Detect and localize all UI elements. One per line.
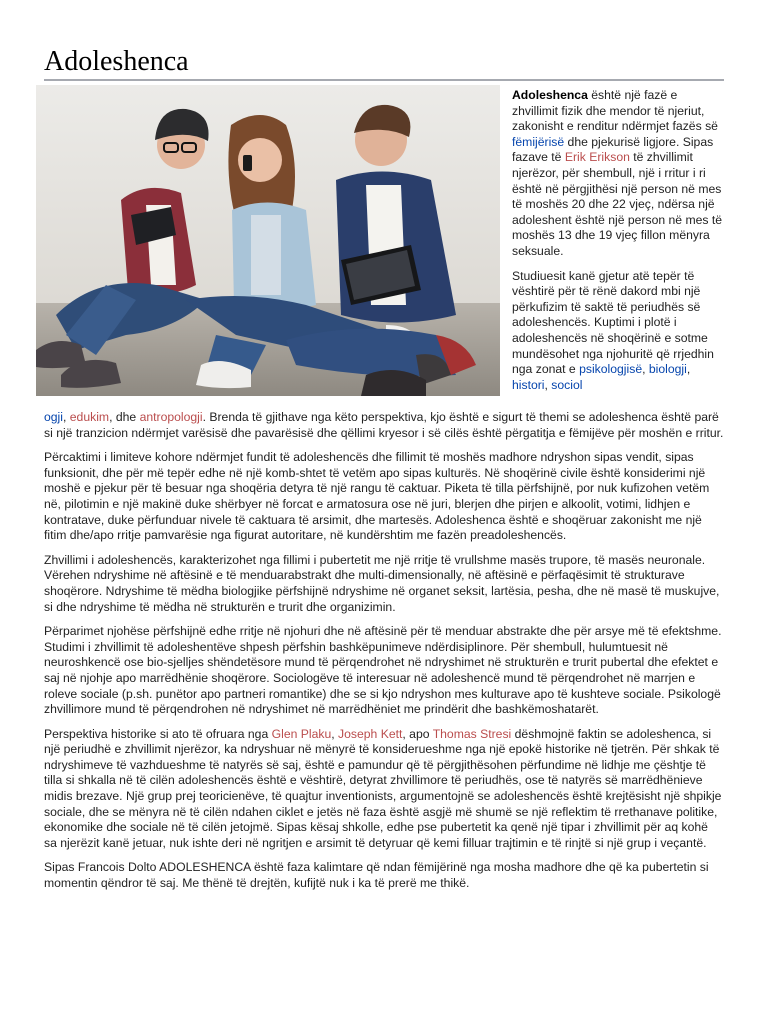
studies-paragraph-start [512, 269, 724, 394]
link-thomas-stresi[interactable]: Thomas Stresi [432, 726, 512, 741]
dolto-paragraph: Sipas Francois Dolto ADOLESHENCA është faza kalimtare që ndan fëmijërinë nga mosha madhore dhe që ka pubertetin si momentin qëndror të saj. Me thënë të drejtën, kufijtë nuk i ka të prerë me thikë. [44, 860, 709, 891]
link-psikologjise[interactable]: psikologjisë [579, 362, 643, 377]
link-glen-plaku[interactable]: Glen Plaku [271, 726, 332, 741]
p2-sep-1: , [642, 362, 649, 377]
p2-sep-3: , [544, 377, 552, 392]
page-title: Adoleshenca [44, 46, 189, 77]
link-edukim[interactable]: edukim [69, 410, 110, 424]
development-paragraph: Zhvillimi i adoleshencës, karakterizohet nga fillimi i pubertetit me një rritje të vrullshme masës trupore, të masës neuronale. Vërehen ndryshime në aftësinë e të menduarabstrakt dhe multi-dimensionally, në aftësinë e përfaqësimit të strukturave shoqërore. Ndryshime të mëdha biologjike përfshijnë ndryshime në organet seksit, lartësia, pesha, dhe në masë të muskujve, si dhe ndryshime të mëdha në strukturën e trurit dhe organizimin. [44, 552, 720, 614]
p6-sep-1: , [331, 726, 339, 741]
p2-sep-5: , dhe [109, 410, 140, 424]
link-sociologji-part-1[interactable]: sociol [551, 377, 583, 392]
intro-text-2: dhe pjekurisë ligjore. Sipas fazave të [512, 134, 714, 165]
link-femijerise[interactable]: fëmijërisë [512, 134, 565, 149]
p2-text-2: . Brenda të gjithave nga këto perspektiva, kjo është e sigurt të themi se adoleshenca është parë si një tranzicion ndërmjet varësisë dhe pavarësisë dhe qëllimi kryesor i së cilës është përgatitja e fëmijëve për moshën e rritur. [44, 410, 724, 440]
link-sociologji-part-2[interactable]: ogji [44, 410, 63, 424]
p2-sep-4: , [62, 410, 70, 424]
historical-paragraph [44, 727, 724, 852]
p6-text-2: dëshmojnë faktin se adoleshenca, si një periudhë e zhvillimit njerëzor, ka ndryshuar në mënyrë të konsiderueshme nga një epokë historike në tjetrën. Për shkak të ndryshimeve të vazhdueshme të natyrës së saj, është e pamundur që të përgjithësohen përfundime në lidhje me çështje të tilla si shkalla në të cilën adoleshencës është e vështirë, detyrat zhvillimore të periudhës, ose të natyrës së marrëdhënieve midis brezave. Një grup prej teoricienëve, të quajtur inventionists, argumentojnë se adoleshencës është krejtësisht një shpikje sociale, dhe se mënyra në të cilën ndahen ciklet e jetës në faza është asgjë më shumë se një reflektim të rrethanave politike, ekonomike dhe sociale në të cilën jetojmë. Sipas kësaj shkolle, edhe pse pubertetit ka qenë një tipar i zhvillimit për aq kohë sa njerëzit kanë jetuar, nuk ishte deri në ngritjen e arsimit të detyruar që kemi filluar trajtimin e të rinjtë si një grup i veçantë. [44, 726, 722, 850]
link-joseph-kett[interactable]: Joseph Kett [338, 726, 403, 741]
p6-text-1: Perspektiva historike si ato të ofruara nga [44, 726, 272, 741]
link-antropologji[interactable]: antropologji [139, 410, 203, 424]
link-histori[interactable]: histori [512, 377, 545, 392]
link-erik-erikson[interactable]: Erik Erikson [564, 150, 630, 165]
intro-column [512, 88, 724, 402]
link-biologji[interactable]: biologji [648, 362, 687, 377]
intro-paragraph [512, 88, 724, 260]
teenagers-photo-illustration [36, 85, 500, 396]
age-limits-paragraph: Përcaktimi i limiteve kohore ndërmjet fundit të adoleshencës dhe fillimit të moshës madhore ndryshon sipas vendit, sipas funksionit, dhe për më tepër edhe në një komb-shtet të vetëm apo sipas kulturës. Në shoqërinë civile është konsiderimi një moshë e pjekur për të besuar nga shoqëria detyra të një rangu të caktuar. Piketa të tilla përfshijnë, por nuk kufizohen vetëm në, pilotimin e një makinë duke shërbyer në forcat e armatosura ose në juri, blerjen dhe pirjen e alkoolit, votimi, lidhjen e kontratave, duke përfunduar nivele të caktuara të arsimit, dhe martesës. Adoleshenca është e shoqëruar zakonisht me një fitim dhe/apo rritje pamvarësie nga figurat autoritare, në kundërshtim me fazën preadoleshencës. [44, 450, 710, 543]
studies-paragraph-end [44, 410, 724, 441]
intro-text-3: të zhvillimit njerëzor, për shembull, një i rritur i ri është në përgjithësi një person në mes të moshës 20 dhe 22 vjeç, ndërsa një adoleshent është një person në mes të moshës 13 dhe 19 vjeç fillon mënyra seksuale. [512, 150, 723, 258]
intro-text-1: është një fazë e zhvillimit fizik dhe mendor të njeriut, zakonisht e renditur ndërmjet fazës së [512, 88, 718, 134]
article-body [44, 410, 724, 901]
p2-sep-2: , [686, 362, 691, 377]
article-photo [36, 85, 500, 396]
intro-term: Adoleshenca [512, 88, 588, 102]
p2-text-1: Studiuesit kanë gjetur atë tepër të vështirë për të rënë dakord mbi një përkufizim të saktë të periudhës së adoleshencës. Kuptimi i plotë i adoleshencës në shoqërinë e sotme mundësohet nga njohuritë që rrjedhin nga zonat e [512, 268, 714, 377]
cognitive-paragraph: Përparimet njohëse përfshijnë edhe rritje në njohuri dhe në aftësinë për të menduar abstrakte dhe për arsye më të efektshme. Studimi i zhvillimit të adoleshentëve shpesh përfshin bashkëpunimeve ndërdisiplinore. Për shembull, hulumtuesit në neuroshkencë ose bio-sjelljes shëndetësore mund të përqendrohet në ndryshimet në strukturën e trurit pubertal dhe efektet e saj në njohje apo marrëdhënie shoqërore. Sociologëve të interesuar në adoleshencë mund të përqendrohet në marrjen e roleve sociale (p.sh. punëtor apo partneri romantike) dhe se si kjo ndryshon mes kulturave apo të kushteve sociale. Psikologë zhvillimore mund të përqendrohen në ndryshimet në marrëdhëniet me prindërit dhe bashkëmoshatarët. [44, 624, 722, 717]
p6-sep-2: , apo [402, 726, 433, 741]
title-divider [44, 79, 724, 81]
